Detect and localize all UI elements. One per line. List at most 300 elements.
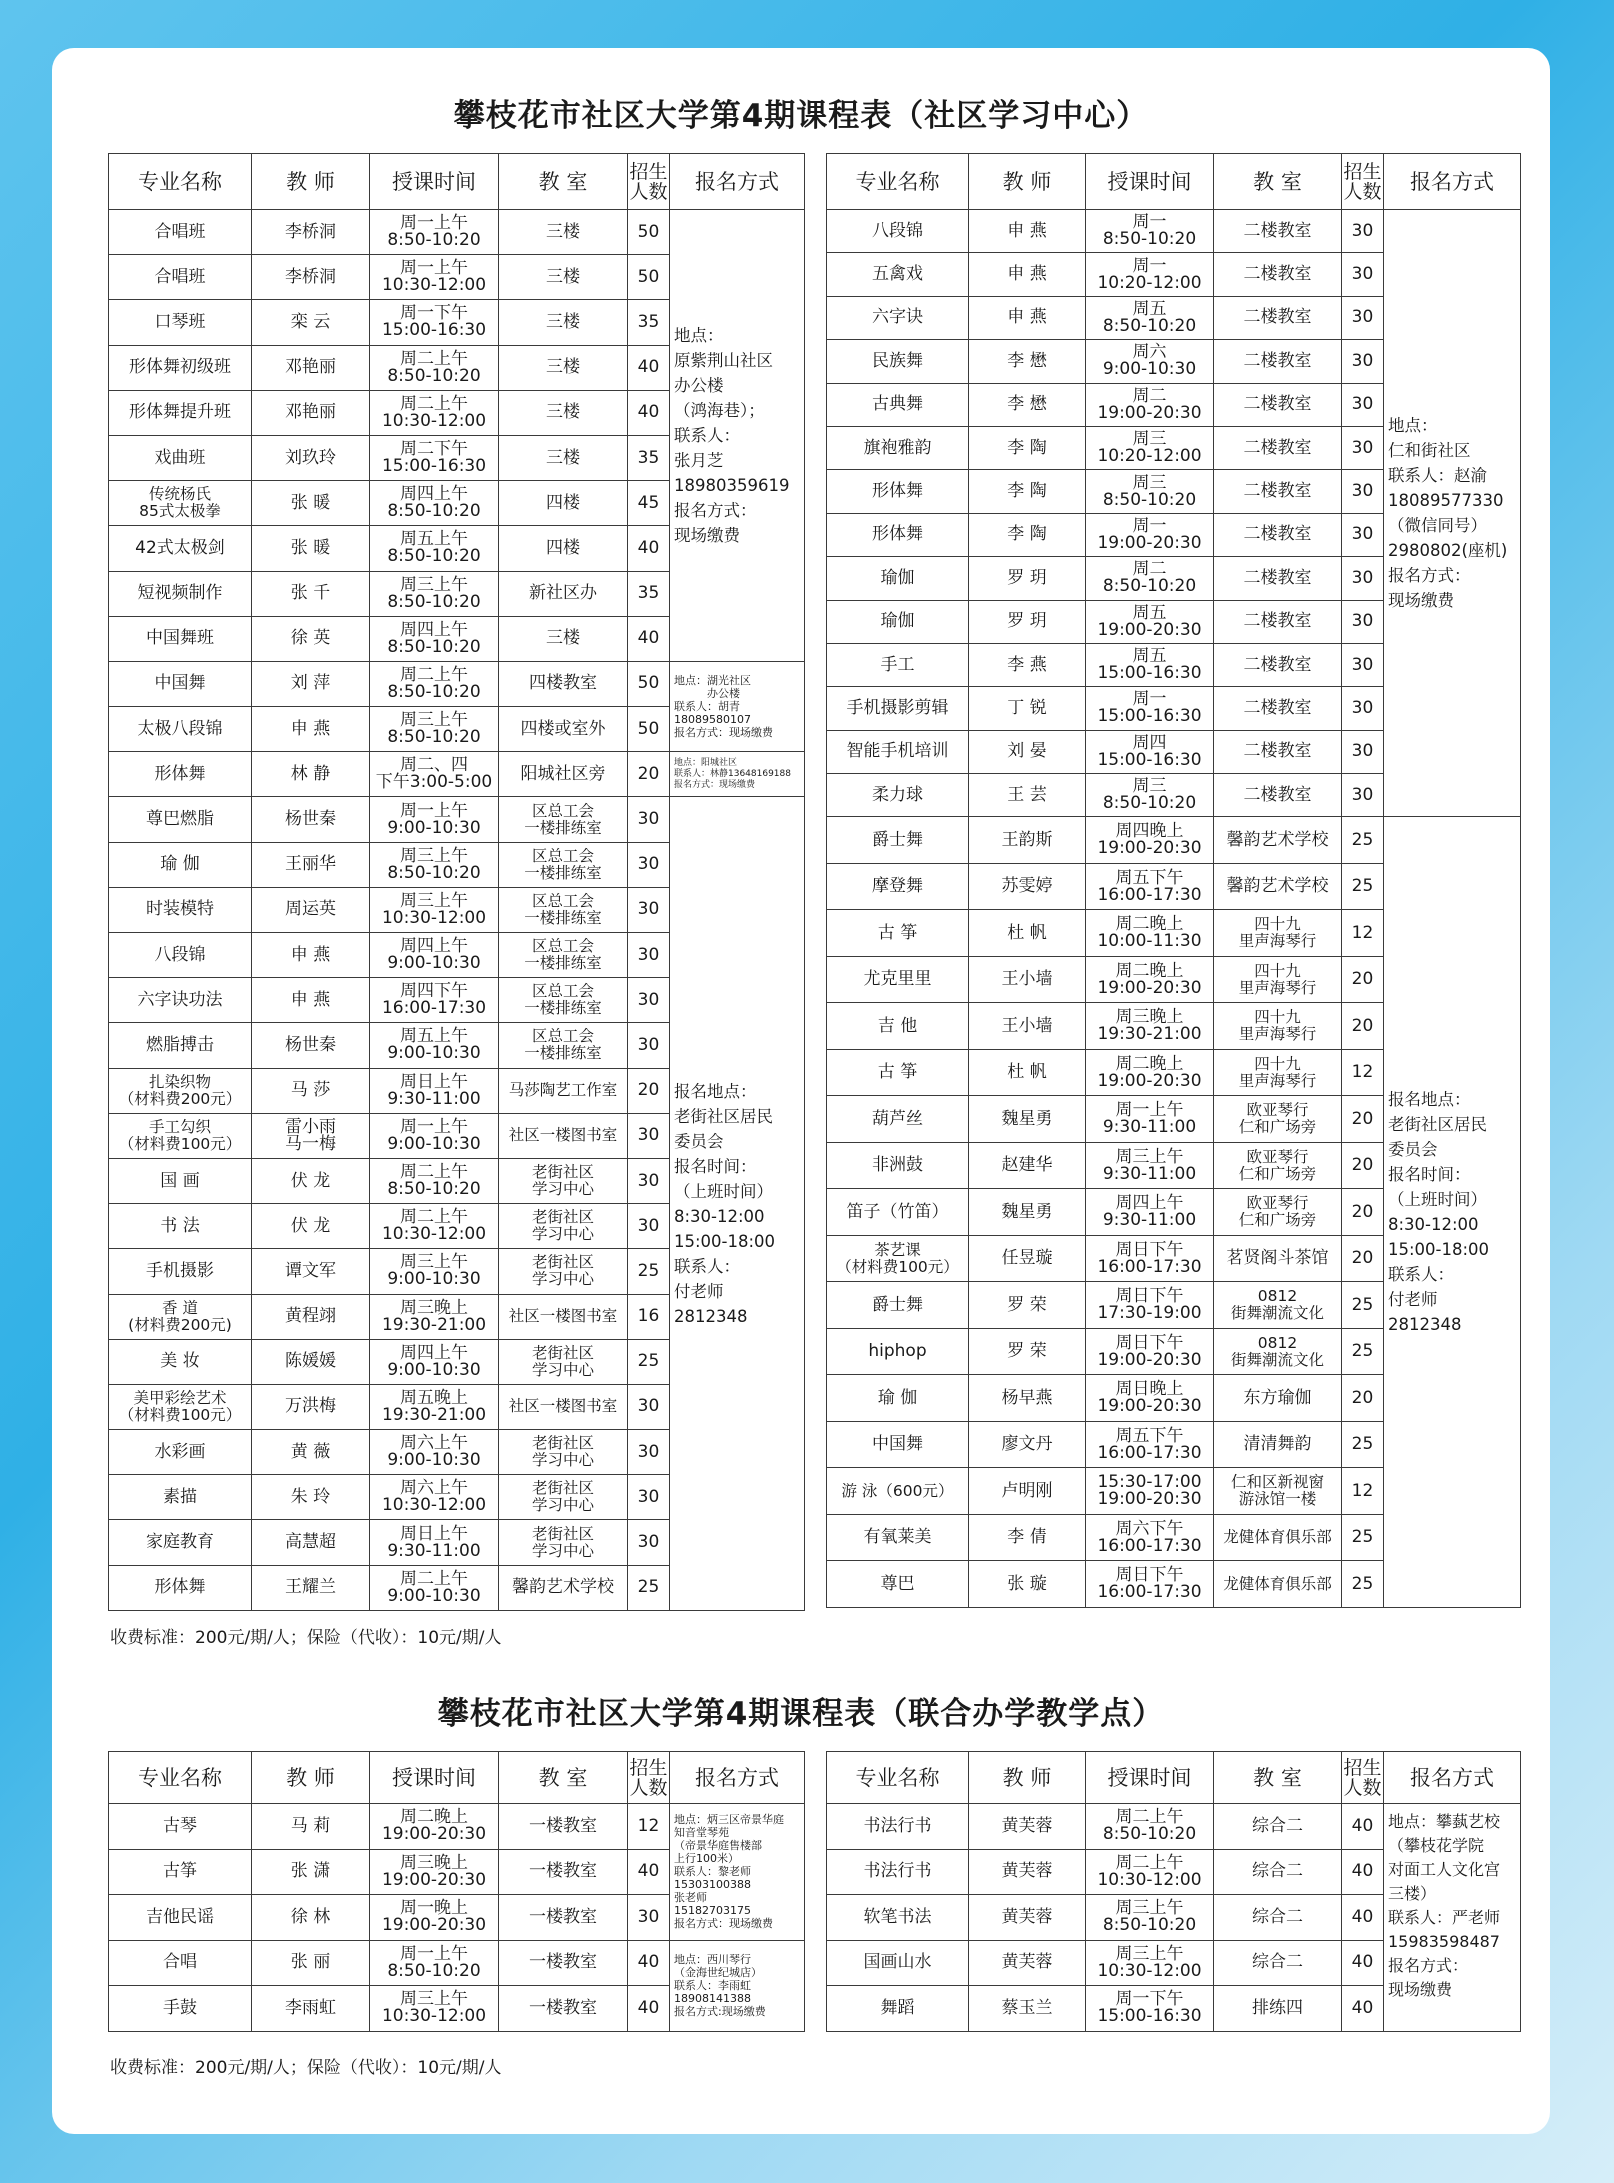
cell-time: 周六上午 10:30-12:00 <box>370 1475 499 1520</box>
cell-time: 周一 19:00-20:30 <box>1086 513 1214 556</box>
cell-count: 30 <box>628 1520 670 1565</box>
cell-time: 15:30-17:00 19:00-20:30 <box>1086 1468 1214 1515</box>
cell-teacher: 王韵斯 <box>969 817 1086 864</box>
cell-count: 20 <box>1342 1375 1384 1422</box>
cell-count: 30 <box>628 1113 670 1158</box>
cell-name: 游 泳（600元） <box>827 1468 969 1515</box>
cell-teacher: 李 倩 <box>969 1514 1086 1561</box>
cell-name: 形体舞 <box>827 513 969 556</box>
cell-room: 二楼教室 <box>1214 426 1342 469</box>
cell-count: 30 <box>628 1475 670 1520</box>
cell-time: 周四 15:00-16:30 <box>1086 730 1214 773</box>
cell-teacher: 黄芙蓉 <box>969 1804 1086 1850</box>
cell-name: 手鼓 <box>109 1986 252 2032</box>
cell-room: 一楼教室 <box>499 1895 628 1941</box>
cell-name: 书 法 <box>109 1204 252 1249</box>
registration-info: 报名地点： 老街社区居民 委员会 报名时间： （上班时间） 8:30-12:00 15:00-18:00 联系人： 付老师 2812348 <box>1384 817 1521 1608</box>
registration-info: 报名地点： 老街社区居民 委员会 报名时间： （上班时间） 8:30-12:00 15:00-18:00 联系人： 付老师 2812348 <box>670 797 805 1610</box>
cell-name: 六字诀功法 <box>109 978 252 1023</box>
table-row <box>827 817 1521 864</box>
cell-count: 25 <box>1342 863 1384 910</box>
cell-count: 25 <box>1342 817 1384 864</box>
cell-count: 30 <box>1342 643 1384 686</box>
cell-count: 20 <box>1342 1142 1384 1189</box>
cell-count: 30 <box>1342 253 1384 296</box>
cell-time: 周一上午 10:30-12:00 <box>370 255 499 300</box>
header-teacher: 教 师 <box>969 154 1086 210</box>
cell-name: 非洲鼓 <box>827 1142 969 1189</box>
header-reg: 报名方式 <box>1384 1752 1521 1804</box>
cell-teacher: 刘玖玲 <box>252 435 370 480</box>
cell-time: 周三上午 8:50-10:20 <box>370 571 499 616</box>
cell-teacher: 申 燕 <box>252 933 370 978</box>
cell-name: 手机摄影剪辑 <box>827 687 969 730</box>
cell-name: 合唱班 <box>109 255 252 300</box>
cell-time: 周三上午 8:50-10:20 <box>1086 1895 1214 1941</box>
cell-teacher: 张 丽 <box>252 1940 370 1986</box>
cell-count: 20 <box>1342 956 1384 1003</box>
cell-teacher: 栾 云 <box>252 300 370 345</box>
cell-count: 30 <box>628 1895 670 1941</box>
cell-name: 尊巴 <box>827 1561 969 1608</box>
cell-name: 形体舞初级班 <box>109 345 252 390</box>
cell-room: 一楼教室 <box>499 1849 628 1895</box>
cell-time: 周六下午 16:00-17:30 <box>1086 1514 1214 1561</box>
cell-room: 老街社区 学习中心 <box>499 1520 628 1565</box>
cell-name: hiphop <box>827 1328 969 1375</box>
cell-count: 30 <box>1342 210 1384 253</box>
cell-count: 50 <box>628 255 670 300</box>
table-row <box>827 1804 1521 1850</box>
cell-teacher: 张 千 <box>252 571 370 616</box>
cell-count: 50 <box>628 707 670 752</box>
cell-time: 周五下午 16:00-17:30 <box>1086 863 1214 910</box>
cell-room: 排练四 <box>1214 1986 1342 2032</box>
cell-name: 形体舞提升班 <box>109 390 252 435</box>
cell-name: 茶艺课 （材料费100元） <box>827 1235 969 1282</box>
cell-name: 吉 他 <box>827 1003 969 1050</box>
cell-time: 周二晚上 19:00-20:30 <box>1086 956 1214 1003</box>
cell-name: 时装模特 <box>109 887 252 932</box>
registration-info: 地点：湖光社区 办公楼 联系人：胡青 18089580107 报名方式：现场缴费 <box>670 661 805 751</box>
cell-time: 周一上午 8:50-10:20 <box>370 210 499 255</box>
cell-time: 周三上午 9:30-11:00 <box>1086 1142 1214 1189</box>
cell-room: 二楼教室 <box>1214 774 1342 817</box>
cell-time: 周一下午 15:00-16:30 <box>1086 1986 1214 2032</box>
cell-count: 40 <box>1342 1804 1384 1850</box>
cell-room: 区总工会 一楼排练室 <box>499 797 628 842</box>
cell-room: 四楼 <box>499 481 628 526</box>
cell-time: 周一上午 8:50-10:20 <box>370 1940 499 1986</box>
cell-room: 欧亚琴行 仁和广场旁 <box>1214 1096 1342 1143</box>
cell-count: 50 <box>628 210 670 255</box>
cell-name: 手工勾织 （材料费100元） <box>109 1113 252 1158</box>
cell-room: 三楼 <box>499 616 628 661</box>
header-room: 教 室 <box>1214 154 1342 210</box>
cell-room: 四十九 里声海琴行 <box>1214 1049 1342 1096</box>
cell-count: 25 <box>1342 1328 1384 1375</box>
cell-time: 周一上午 9:00-10:30 <box>370 797 499 842</box>
cell-name: 民族舞 <box>827 340 969 383</box>
cell-count: 35 <box>628 435 670 480</box>
cell-teacher: 杨世秦 <box>252 797 370 842</box>
cell-count: 30 <box>1342 774 1384 817</box>
cell-room: 社区一楼图书室 <box>499 1294 628 1339</box>
cell-teacher: 谭文军 <box>252 1249 370 1294</box>
cell-name: 手工 <box>827 643 969 686</box>
cell-time: 周二上午 8:50-10:20 <box>370 1158 499 1203</box>
cell-teacher: 廖文丹 <box>969 1421 1086 1468</box>
cell-teacher: 马 莎 <box>252 1068 370 1113</box>
cell-teacher: 万洪梅 <box>252 1384 370 1429</box>
cell-name: 爵士舞 <box>827 1282 969 1329</box>
cell-room: 馨韵艺术学校 <box>1214 817 1342 864</box>
cell-teacher: 刘 萍 <box>252 661 370 706</box>
cell-teacher: 罗 玥 <box>969 600 1086 643</box>
header-name: 专业名称 <box>109 154 252 210</box>
cell-time: 周三上午 10:30-12:00 <box>370 1986 499 2032</box>
cell-teacher: 李桥洞 <box>252 210 370 255</box>
cell-room: 老街社区 学习中心 <box>499 1430 628 1475</box>
cell-teacher: 魏星勇 <box>969 1096 1086 1143</box>
cell-name: 手机摄影 <box>109 1249 252 1294</box>
header-count: 招生 人数 <box>628 154 670 210</box>
cell-room: 区总工会 一楼排练室 <box>499 978 628 1023</box>
cell-room: 三楼 <box>499 255 628 300</box>
cell-name: 合唱 <box>109 1940 252 1986</box>
cell-time: 周五 8:50-10:20 <box>1086 296 1214 339</box>
cell-time: 周二 19:00-20:30 <box>1086 383 1214 426</box>
cell-count: 20 <box>1342 1235 1384 1282</box>
cell-time: 周二上午 8:50-10:20 <box>370 661 499 706</box>
cell-room: 一楼教室 <box>499 1804 628 1850</box>
cell-name: 家庭教育 <box>109 1520 252 1565</box>
fee-note: 收费标准：200元/期/人；保险（代收）：10元/期/人 <box>110 1628 502 1648</box>
cell-room: 老街社区 学习中心 <box>499 1339 628 1384</box>
cell-time: 周二晚上 10:00-11:30 <box>1086 910 1214 957</box>
cell-count: 40 <box>1342 1895 1384 1941</box>
cell-name: 形体舞 <box>109 752 252 797</box>
cell-name: 葫芦丝 <box>827 1096 969 1143</box>
header-time: 授课时间 <box>370 154 499 210</box>
cell-teacher: 杨早燕 <box>969 1375 1086 1422</box>
cell-name: 中国舞 <box>827 1421 969 1468</box>
table-row <box>109 1940 805 1986</box>
cell-name: 笛子（竹笛） <box>827 1189 969 1236</box>
cell-room: 馨韵艺术学校 <box>1214 863 1342 910</box>
cell-room: 二楼教室 <box>1214 513 1342 556</box>
cell-teacher: 杜 帆 <box>969 910 1086 957</box>
cell-name: 瑜 伽 <box>827 1375 969 1422</box>
cell-teacher: 申 燕 <box>969 253 1086 296</box>
cell-time: 周一晚上 19:00-20:30 <box>370 1895 499 1941</box>
cell-count: 35 <box>628 300 670 345</box>
registration-info: 地点：炳三区帝景华庭 知音堂琴苑 （帝景华庭售楼部 上行100米） 联系人：黎老师 15303100388 张老师 15182703175 报名方式：现场缴费 <box>670 1804 805 1941</box>
cell-time: 周三上午 8:50-10:20 <box>370 842 499 887</box>
cell-room: 综合二 <box>1214 1895 1342 1941</box>
cell-count: 50 <box>628 661 670 706</box>
cell-name: 戏曲班 <box>109 435 252 480</box>
cell-time: 周日下午 17:30-19:00 <box>1086 1282 1214 1329</box>
cell-time: 周二上午 10:30-12:00 <box>370 390 499 435</box>
page-card <box>52 48 1550 2134</box>
registration-info: 地点： 原紫荆山社区 办公楼 （鸿海巷）； 联系人： 张月芝 18980359619 报名方式： 现场缴费 <box>670 210 805 662</box>
header-room: 教 室 <box>1214 1752 1342 1804</box>
cell-teacher: 高慧超 <box>252 1520 370 1565</box>
cell-name: 水彩画 <box>109 1430 252 1475</box>
cell-teacher: 苏雯婷 <box>969 863 1086 910</box>
cell-teacher: 李桥洞 <box>252 255 370 300</box>
cell-room: 阳城社区旁 <box>499 752 628 797</box>
cell-room: 欧亚琴行 仁和广场旁 <box>1214 1189 1342 1236</box>
cell-teacher: 李 陶 <box>969 426 1086 469</box>
cell-room: 龙健体育俱乐部 <box>1214 1561 1342 1608</box>
cell-time: 周四上午 8:50-10:20 <box>370 616 499 661</box>
cell-name: 舞蹈 <box>827 1986 969 2032</box>
cell-count: 30 <box>1342 426 1384 469</box>
header-time: 授课时间 <box>1086 154 1214 210</box>
cell-teacher: 伏 龙 <box>252 1204 370 1249</box>
page-title-community: 攀枝花市社区大学第4期课程表（社区学习中心） <box>453 98 1149 134</box>
cell-time: 周五晚上 19:30-21:00 <box>370 1384 499 1429</box>
cell-count: 40 <box>628 390 670 435</box>
cell-room: 三楼 <box>499 390 628 435</box>
cell-name: 古 筝 <box>827 1049 969 1096</box>
cell-count: 25 <box>1342 1561 1384 1608</box>
cell-teacher: 张 暖 <box>252 481 370 526</box>
cell-count: 30 <box>1342 730 1384 773</box>
cell-teacher: 马 莉 <box>252 1804 370 1850</box>
cell-room: 三楼 <box>499 300 628 345</box>
cell-room: 二楼教室 <box>1214 383 1342 426</box>
cell-name: 瑜伽 <box>827 557 969 600</box>
header-count: 招生 人数 <box>1342 1752 1384 1804</box>
cell-room: 三楼 <box>499 210 628 255</box>
cell-count: 40 <box>628 526 670 571</box>
cell-time: 周三上午 10:30-12:00 <box>370 887 499 932</box>
cell-time: 周二 8:50-10:20 <box>1086 557 1214 600</box>
cell-teacher: 赵建华 <box>969 1142 1086 1189</box>
cell-room: 四十九 里声海琴行 <box>1214 1003 1342 1050</box>
header-reg: 报名方式 <box>670 154 805 210</box>
cell-name: 八段锦 <box>109 933 252 978</box>
cell-time: 周三 10:20-12:00 <box>1086 426 1214 469</box>
cell-room: 综合二 <box>1214 1940 1342 1986</box>
cell-name: 古典舞 <box>827 383 969 426</box>
cell-time: 周二上午 8:50-10:20 <box>1086 1804 1214 1850</box>
cell-teacher: 黄芙蓉 <box>969 1895 1086 1941</box>
cell-count: 30 <box>628 842 670 887</box>
joint-table-right <box>826 1751 1521 2032</box>
table-row <box>109 210 805 255</box>
cell-count: 25 <box>628 1339 670 1384</box>
cell-teacher: 王小墙 <box>969 956 1086 1003</box>
cell-count: 12 <box>1342 1049 1384 1096</box>
cell-time: 周日上午 9:30-11:00 <box>370 1520 499 1565</box>
cell-room: 仁和区新视窗 游泳馆一楼 <box>1214 1468 1342 1515</box>
cell-time: 周四上午 9:00-10:30 <box>370 1339 499 1384</box>
cell-time: 周二晚上 19:00-20:30 <box>1086 1049 1214 1096</box>
cell-teacher: 朱 玲 <box>252 1475 370 1520</box>
cell-name: 五禽戏 <box>827 253 969 296</box>
cell-time: 周三 8:50-10:20 <box>1086 470 1214 513</box>
cell-time: 周五上午 8:50-10:20 <box>370 526 499 571</box>
cell-room: 区总工会 一楼排练室 <box>499 1023 628 1068</box>
cell-teacher: 罗 荣 <box>969 1282 1086 1329</box>
registration-info: 地点： 仁和街社区 联系人：赵渝 18089577330 （微信同号） 2980802(座机) 报名方式： 现场缴费 <box>1384 210 1521 817</box>
cell-name: 书法行书 <box>827 1804 969 1850</box>
cell-name: 智能手机培训 <box>827 730 969 773</box>
cell-room: 老街社区 学习中心 <box>499 1475 628 1520</box>
cell-count: 40 <box>628 1986 670 2032</box>
cell-name: 合唱班 <box>109 210 252 255</box>
cell-room: 一楼教室 <box>499 1940 628 1986</box>
cell-room: 二楼教室 <box>1214 643 1342 686</box>
cell-name: 中国舞班 <box>109 616 252 661</box>
cell-teacher: 黄芙蓉 <box>969 1940 1086 1986</box>
cell-teacher: 李 懋 <box>969 383 1086 426</box>
header-count: 招生 人数 <box>1342 154 1384 210</box>
cell-teacher: 徐 英 <box>252 616 370 661</box>
cell-name: 42式太极剑 <box>109 526 252 571</box>
cell-room: 四十九 里声海琴行 <box>1214 910 1342 957</box>
table-row <box>109 797 805 842</box>
cell-teacher: 杜 帆 <box>969 1049 1086 1096</box>
cell-name: 六字诀 <box>827 296 969 339</box>
cell-time: 周三晚上 19:30-21:00 <box>1086 1003 1214 1050</box>
cell-room: 东方瑜伽 <box>1214 1375 1342 1422</box>
cell-name: 香 道 (材料费200元) <box>109 1294 252 1339</box>
cell-teacher: 蔡玉兰 <box>969 1986 1086 2032</box>
cell-room: 茗贤阁斗茶馆 <box>1214 1235 1342 1282</box>
cell-room: 二楼教室 <box>1214 600 1342 643</box>
cell-name: 摩登舞 <box>827 863 969 910</box>
cell-time: 周一上午 9:00-10:30 <box>370 1113 499 1158</box>
cell-count: 25 <box>1342 1282 1384 1329</box>
cell-count: 20 <box>628 1068 670 1113</box>
cell-count: 30 <box>628 978 670 1023</box>
cell-room: 社区一楼图书室 <box>499 1384 628 1429</box>
cell-count: 30 <box>628 1158 670 1203</box>
cell-count: 25 <box>1342 1514 1384 1561</box>
cell-room: 二楼教室 <box>1214 296 1342 339</box>
cell-count: 30 <box>1342 600 1384 643</box>
cell-time: 周四晚上 19:00-20:30 <box>1086 817 1214 864</box>
cell-count: 25 <box>628 1565 670 1610</box>
cell-name: 尤克里里 <box>827 956 969 1003</box>
cell-teacher: 陈媛媛 <box>252 1339 370 1384</box>
header-teacher: 教 师 <box>252 1752 370 1804</box>
header-reg: 报名方式 <box>670 1752 805 1804</box>
cell-count: 30 <box>1342 513 1384 556</box>
header-teacher: 教 师 <box>969 1752 1086 1804</box>
cell-teacher: 李 陶 <box>969 513 1086 556</box>
cell-name: 古筝 <box>109 1849 252 1895</box>
cell-count: 40 <box>628 1849 670 1895</box>
cell-time: 周二上午 8:50-10:20 <box>370 345 499 390</box>
cell-time: 周二、四 下午3:00-5:00 <box>370 752 499 797</box>
cell-teacher: 王 芸 <box>969 774 1086 817</box>
cell-count: 30 <box>628 797 670 842</box>
cell-count: 30 <box>628 933 670 978</box>
cell-room: 欧亚琴行 仁和广场旁 <box>1214 1142 1342 1189</box>
cell-name: 形体舞 <box>109 1565 252 1610</box>
cell-name: 扎染织物 （材料费200元） <box>109 1068 252 1113</box>
cell-count: 45 <box>628 481 670 526</box>
joint-table-left <box>108 1751 805 2032</box>
cell-time: 周四上午 9:30-11:00 <box>1086 1189 1214 1236</box>
cell-name: 旗袍雅韵 <box>827 426 969 469</box>
cell-time: 周六上午 9:00-10:30 <box>370 1430 499 1475</box>
header-reg: 报名方式 <box>1384 154 1521 210</box>
cell-teacher: 申 燕 <box>969 296 1086 339</box>
cell-time: 周一 8:50-10:20 <box>1086 210 1214 253</box>
cell-name: 爵士舞 <box>827 817 969 864</box>
cell-room: 0812 街舞潮流文化 <box>1214 1282 1342 1329</box>
cell-count: 30 <box>628 1430 670 1475</box>
cell-count: 30 <box>628 1204 670 1249</box>
cell-teacher: 申 燕 <box>252 978 370 1023</box>
cell-name: 素描 <box>109 1475 252 1520</box>
cell-room: 四楼教室 <box>499 661 628 706</box>
cell-name: 书法行书 <box>827 1849 969 1895</box>
cell-room: 清清舞韵 <box>1214 1421 1342 1468</box>
cell-name: 八段锦 <box>827 210 969 253</box>
cell-name: 瑜 伽 <box>109 842 252 887</box>
cell-count: 25 <box>628 1249 670 1294</box>
page-title-joint: 攀枝花市社区大学第4期课程表（联合办学教学点） <box>437 1696 1165 1732</box>
cell-count: 40 <box>628 616 670 661</box>
cell-room: 龙健体育俱乐部 <box>1214 1514 1342 1561</box>
cell-count: 30 <box>1342 557 1384 600</box>
cell-room: 馨韵艺术学校 <box>499 1565 628 1610</box>
cell-count: 20 <box>1342 1189 1384 1236</box>
cell-name: 国 画 <box>109 1158 252 1203</box>
cell-count: 20 <box>628 752 670 797</box>
cell-time: 周三晚上 19:00-20:30 <box>370 1849 499 1895</box>
cell-count: 25 <box>1342 1421 1384 1468</box>
cell-count: 30 <box>628 887 670 932</box>
cell-teacher: 周运英 <box>252 887 370 932</box>
cell-teacher: 邓艳丽 <box>252 345 370 390</box>
cell-count: 30 <box>1342 470 1384 513</box>
cell-teacher: 黄程翊 <box>252 1294 370 1339</box>
cell-teacher: 罗 荣 <box>969 1328 1086 1375</box>
cell-room: 区总工会 一楼排练室 <box>499 842 628 887</box>
cell-room: 综合二 <box>1214 1849 1342 1895</box>
cell-time: 周一 15:00-16:30 <box>1086 687 1214 730</box>
cell-teacher: 刘 晏 <box>969 730 1086 773</box>
course-table-right <box>826 153 1521 1608</box>
cell-teacher: 王丽华 <box>252 842 370 887</box>
cell-time: 周三上午 8:50-10:20 <box>370 707 499 752</box>
header-room: 教 室 <box>499 154 628 210</box>
cell-teacher: 魏星勇 <box>969 1189 1086 1236</box>
cell-name: 软笔书法 <box>827 1895 969 1941</box>
cell-time: 周四上午 8:50-10:20 <box>370 481 499 526</box>
cell-teacher: 邓艳丽 <box>252 390 370 435</box>
cell-time: 周二上午 10:30-12:00 <box>370 1204 499 1249</box>
cell-teacher: 徐 林 <box>252 1895 370 1941</box>
cell-time: 周五下午 16:00-17:30 <box>1086 1421 1214 1468</box>
cell-name: 瑜伽 <box>827 600 969 643</box>
cell-teacher: 张 潇 <box>252 1849 370 1895</box>
cell-count: 12 <box>1342 910 1384 957</box>
cell-name: 尊巴燃脂 <box>109 797 252 842</box>
cell-teacher: 张 璇 <box>969 1561 1086 1608</box>
course-table-left <box>108 153 805 1611</box>
cell-time: 周日晚上 19:00-20:30 <box>1086 1375 1214 1422</box>
